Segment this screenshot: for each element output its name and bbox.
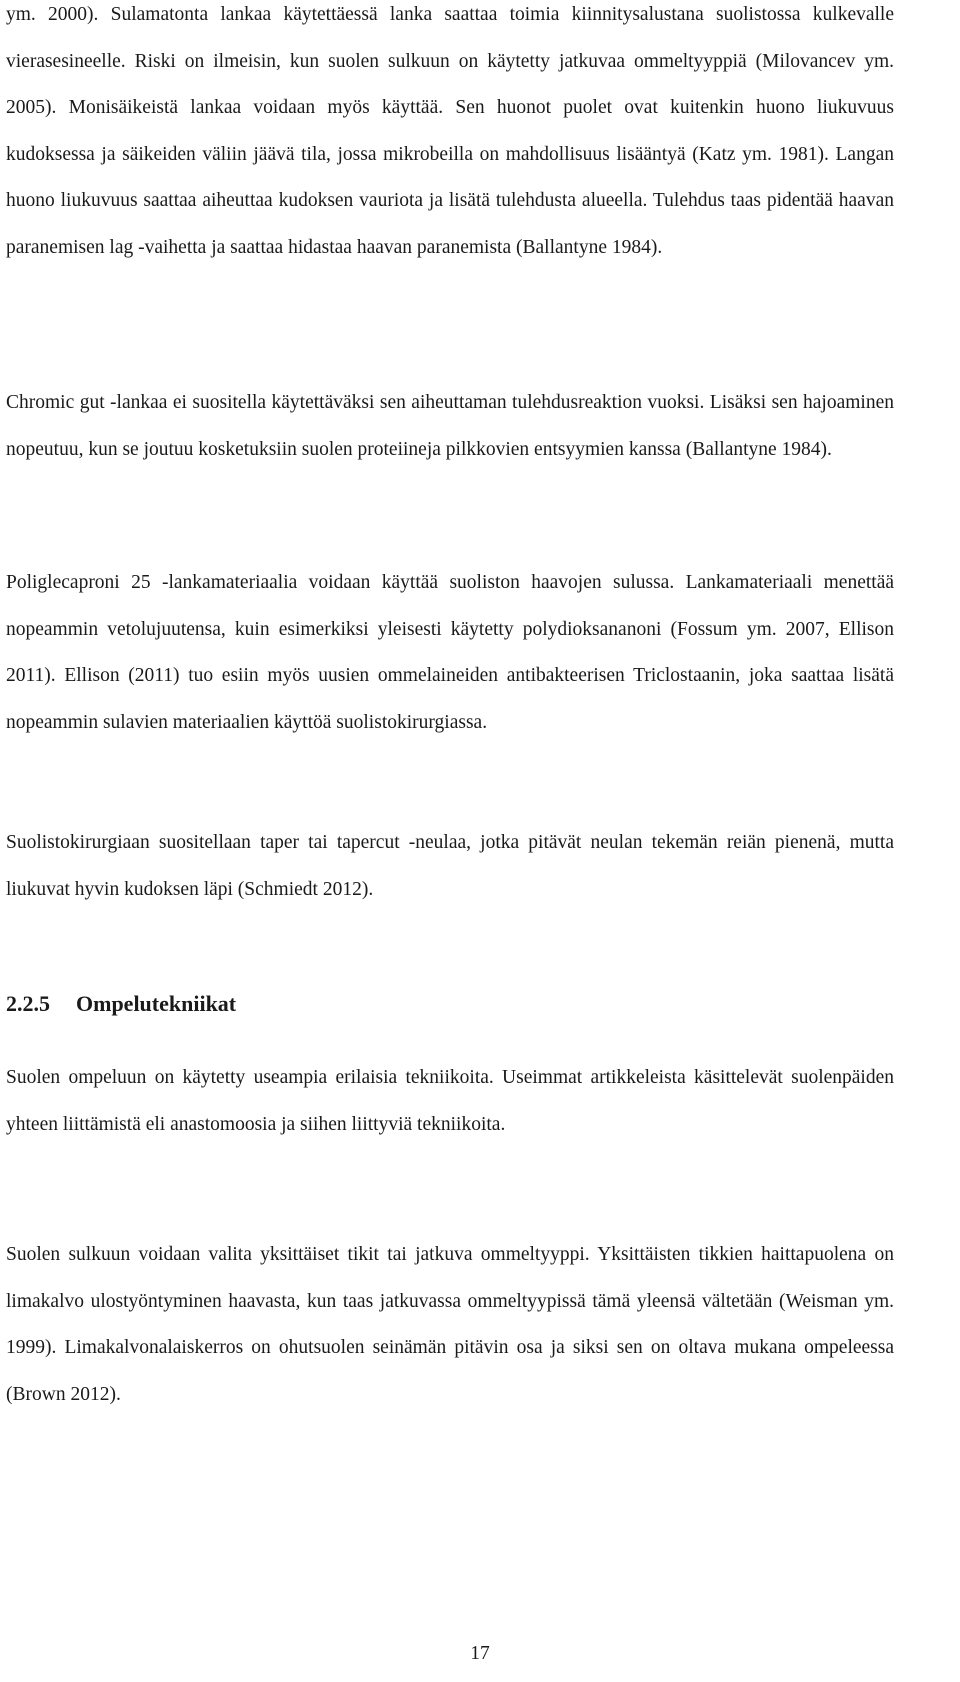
paragraph-poliglecaprone: Poliglecaproni 25 -lankamateriaalia voidaan käyttää suoliston haavojen sulussa. Lankamateriaali menettää nopeammin vetolujuutensa, kuin esimerkiksi yleisesti käytetty polydioksananoni (Fossum ym. 2007, Ellison 2011). Ellison (2011) tuo esiin myös uusien ommelaineiden antibakteerisen Triclostaanin, joka saattaa lisätä nopeammin sulavien materiaalien käyttöä suolistokirurgiassa. [6,572,894,733]
page-number: 17 [470,1643,490,1664]
paragraph-needles: Suolistokirurgiaan suositellaan taper tai tapercut -neulaa, jotka pitävät neulan tekemän reiän pienenä, mutta liukuvat hyvin kudoksen läpi (Schmiedt 2012). [6,832,894,900]
paragraph-suture-material: ym. 2000). Sulamatonta lankaa käytettäessä lanka saattaa toimia kiinnitysalustana suolistossa kulkevalle vierasesineelle. Riski on ilmeisin, kun suolen sulkuun on käytetty jatkuvaa ommeltyyppiä (Milovancev ym. 2005). Monisäikeistä lankaa voidaan myös käyttää. Sen huonot puolet ovat kuitenkin huono liukuvuus kudoksessa ja säikeiden väliin jäävä tila, jossa mikrobeilla on mahdollisuus lisääntyä (Katz ym. 1981). Langan huono liukuvuus saattaa aiheuttaa kudoksen vauriota ja lisätä tulehdusta alueella. Tulehdus taas pidentää haavan paranemisen lag -vaihetta ja saattaa hidastaa haavan paranemista (Ballantyne 1984). [6,4,894,258]
paragraph-techniques: Suolen ompeluun on käytetty useampia erilaisia tekniikoita. Useimmat artikkeleista käsittelevät suolenpäiden yhteen liittämistä eli anastomoosia ja siihen liittyviä tekniikoita. [6,1067,894,1135]
paragraph-chromic-gut: Chromic gut -lankaa ei suositella käytettäväksi sen aiheuttaman tulehdusreaktion vuoksi. Lisäksi sen hajoaminen nopeutuu, kun se joutuu kosketuksiin suolen proteiineja pilkkovien entsyymien kanssa (Ballantyne 1984). [6,392,894,460]
section-title: Ompelutekniikat [76,991,237,1016]
paragraph-closure: Suolen sulkuun voidaan valita yksittäiset tikit tai jatkuva ommeltyyppi. Yksittäisten tikkien haittapuolena on limakalvo ulostyöntyminen haavasta, kun taas jatkuvassa ommeltyypissä tämä yleensä vältetään (Weisman ym. 1999). Limakalvonalaiskerros on ohutsuolen seinämän pitävin osa ja siksi sen on oltava mukana ompeleessa (Brown 2012). [6,1244,894,1405]
section-number: 2.2.5 [6,991,50,1016]
section-heading [6,984,236,1024]
